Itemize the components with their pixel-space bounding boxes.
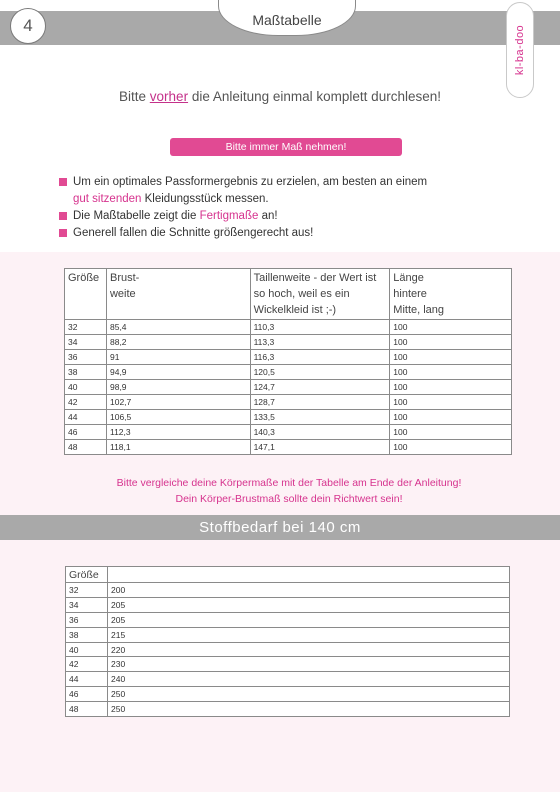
table-cell: 100 bbox=[390, 365, 512, 380]
table-row bbox=[65, 380, 512, 395]
bullet-text: an! bbox=[261, 210, 278, 222]
intro-text bbox=[0, 89, 560, 104]
table-cell: 133,5 bbox=[250, 410, 390, 425]
bullet-text: Generell fallen die Schnitte größengerecht aus! bbox=[73, 227, 314, 239]
table-cell: 32 bbox=[66, 583, 108, 598]
table-cell: 118,1 bbox=[106, 440, 250, 455]
table-cell: 34 bbox=[65, 335, 107, 350]
table-cell: 88,2 bbox=[106, 335, 250, 350]
table-cell: 48 bbox=[66, 702, 108, 717]
bullet-text: Die Maßtabelle zeigt die bbox=[73, 210, 197, 222]
table-cell: 100 bbox=[390, 380, 512, 395]
table-row bbox=[66, 583, 510, 598]
table-cell: 100 bbox=[390, 320, 512, 335]
header-size: Größe bbox=[66, 567, 108, 583]
table-row bbox=[65, 320, 512, 335]
logo bbox=[506, 2, 534, 98]
table-cell: 220 bbox=[107, 642, 509, 657]
table-cell: 250 bbox=[107, 687, 509, 702]
table-cell: 116,3 bbox=[250, 350, 390, 365]
bullet-highlight: Fertigmaße bbox=[199, 210, 259, 222]
bullet-square-icon bbox=[59, 178, 67, 186]
measure-table bbox=[64, 268, 512, 455]
page-title: Maßtabelle bbox=[218, 0, 356, 36]
table-cell: 128,7 bbox=[250, 395, 390, 410]
compare-line1: Bitte vergleiche deine Körpermaße mit der Tabelle am Ende der Anleitung! bbox=[116, 477, 462, 489]
table-cell: 42 bbox=[65, 395, 107, 410]
table-cell: 106,5 bbox=[106, 410, 250, 425]
bullet-item bbox=[59, 208, 499, 225]
table-cell: 100 bbox=[390, 425, 512, 440]
logo-text: kl-ba-doo bbox=[514, 24, 527, 76]
table-row bbox=[65, 425, 512, 440]
table-cell: 100 bbox=[390, 335, 512, 350]
table-cell: 250 bbox=[107, 702, 509, 717]
intro-part1: Bitte bbox=[119, 89, 147, 104]
bullet-square-icon bbox=[59, 212, 67, 220]
table-cell: 34 bbox=[66, 597, 108, 612]
table-row bbox=[65, 410, 512, 425]
table-cell: 94,9 bbox=[106, 365, 250, 380]
table-cell: 100 bbox=[390, 440, 512, 455]
table-cell: 102,7 bbox=[106, 395, 250, 410]
intro-part2: die Anleitung einmal komplett durchlesen! bbox=[191, 89, 441, 104]
table-cell: 230 bbox=[107, 657, 509, 672]
table-row bbox=[66, 642, 510, 657]
table-cell: 215 bbox=[107, 627, 509, 642]
header-empty bbox=[107, 567, 509, 583]
table-cell: 85,4 bbox=[106, 320, 250, 335]
table-cell: 124,7 bbox=[250, 380, 390, 395]
bullet-list bbox=[59, 174, 499, 242]
table-row bbox=[66, 672, 510, 687]
measure-notice: Bitte immer Maß nehmen! bbox=[170, 138, 402, 156]
table-cell: 200 bbox=[107, 583, 509, 598]
table-cell: 32 bbox=[65, 320, 107, 335]
table-cell: 46 bbox=[65, 425, 107, 440]
header-waist: Taillenweite - der Wert ist so hoch, weil es ein Wickelkleid ist ;-) bbox=[250, 269, 390, 320]
table-row bbox=[66, 702, 510, 717]
fabric-table bbox=[65, 566, 510, 717]
table-cell: 205 bbox=[107, 612, 509, 627]
table-cell: 100 bbox=[390, 350, 512, 365]
table-row bbox=[65, 350, 512, 365]
header-size: Größe bbox=[65, 269, 107, 320]
table-row bbox=[65, 335, 512, 350]
table-cell: 100 bbox=[390, 410, 512, 425]
table-cell: 205 bbox=[107, 597, 509, 612]
table-row bbox=[66, 687, 510, 702]
table-cell: 44 bbox=[65, 410, 107, 425]
table-cell: 140,3 bbox=[250, 425, 390, 440]
table-cell: 48 bbox=[65, 440, 107, 455]
table-cell: 147,1 bbox=[250, 440, 390, 455]
table-cell: 36 bbox=[66, 612, 108, 627]
bullet-item bbox=[59, 174, 499, 208]
table-header-row bbox=[65, 269, 512, 320]
table-cell: 98,9 bbox=[106, 380, 250, 395]
header-bust: Brust- weite bbox=[106, 269, 250, 320]
table-row bbox=[65, 365, 512, 380]
bullet-item bbox=[59, 225, 499, 242]
table-cell: 91 bbox=[106, 350, 250, 365]
table-cell: 36 bbox=[65, 350, 107, 365]
bullet-text: Kleidungsstück messen. bbox=[144, 193, 269, 205]
header-length: Länge hintere Mitte, lang bbox=[390, 269, 512, 320]
table-cell: 38 bbox=[65, 365, 107, 380]
page-number: 4 bbox=[10, 8, 46, 44]
bullet-highlight: gut sitzenden bbox=[73, 193, 142, 205]
table-row bbox=[66, 597, 510, 612]
table-row bbox=[65, 440, 512, 455]
table-cell: 40 bbox=[66, 642, 108, 657]
table-cell: 113,3 bbox=[250, 335, 390, 350]
table-cell: 120,5 bbox=[250, 365, 390, 380]
table-row bbox=[65, 395, 512, 410]
table-row bbox=[66, 627, 510, 642]
table-cell: 38 bbox=[66, 627, 108, 642]
table-cell: 46 bbox=[66, 687, 108, 702]
table-cell: 40 bbox=[65, 380, 107, 395]
table-cell: 240 bbox=[107, 672, 509, 687]
table-cell: 112,3 bbox=[106, 425, 250, 440]
fabric-section-title: Stoffbedarf bei 140 cm bbox=[0, 515, 560, 540]
intro-highlight: vorher bbox=[149, 89, 189, 104]
table-row bbox=[66, 612, 510, 627]
table-row bbox=[66, 657, 510, 672]
compare-line2: Dein Körper-Brustmaß sollte dein Richtwert sein! bbox=[175, 493, 403, 505]
table-cell: 44 bbox=[66, 672, 108, 687]
table-cell: 110,3 bbox=[250, 320, 390, 335]
table-cell: 42 bbox=[66, 657, 108, 672]
bullet-text: Um ein optimales Passformergebnis zu erzielen, am besten an einem bbox=[73, 176, 428, 188]
table-cell: 100 bbox=[390, 395, 512, 410]
bullet-square-icon bbox=[59, 229, 67, 237]
table-header-row bbox=[66, 567, 510, 583]
compare-note bbox=[0, 475, 560, 507]
